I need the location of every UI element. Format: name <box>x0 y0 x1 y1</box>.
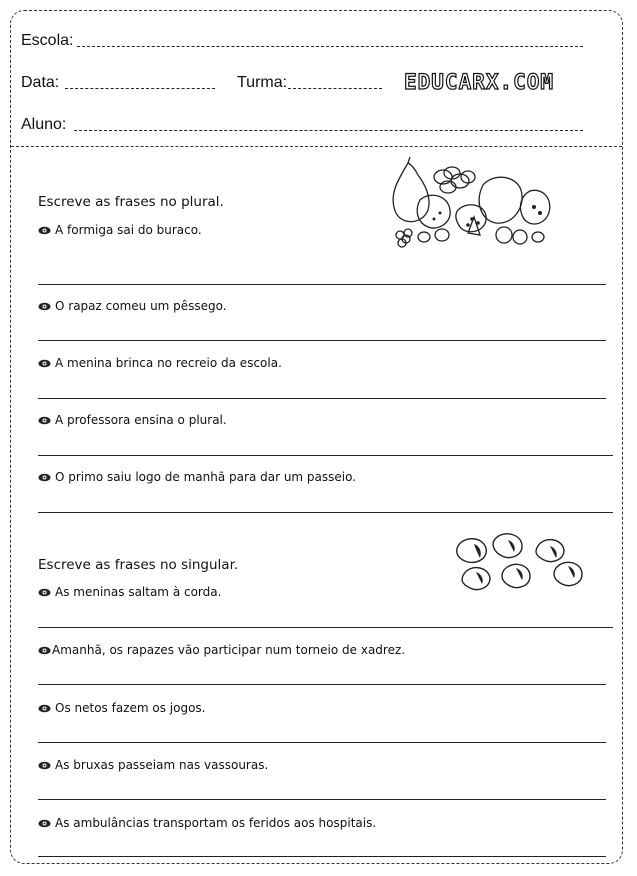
eye-icon <box>38 588 51 597</box>
singular-sentence-2 <box>38 643 405 657</box>
plural-sentence-3 <box>38 356 282 370</box>
singular-sentence-4 <box>38 758 268 772</box>
plural-sentence-4 <box>38 413 227 427</box>
answer-line[interactable] <box>38 284 606 285</box>
section-singular-title: Escreve as frases no singular. <box>38 557 239 573</box>
sentence-text: O rapaz comeu um pêssego. <box>55 299 227 313</box>
aluno-field[interactable] <box>74 130 583 131</box>
header-separator <box>11 146 622 147</box>
data-field[interactable] <box>65 88 215 89</box>
turma-label: Turma: <box>237 74 288 91</box>
site-logo: EDUCARX.COM <box>404 70 555 94</box>
eye-icon <box>38 819 51 828</box>
aluno-label: Aluno: <box>21 116 67 133</box>
eye-icon <box>38 359 51 368</box>
escola-label: Escola: <box>21 32 74 49</box>
eye-icon <box>38 704 51 713</box>
plural-sentence-5 <box>38 470 356 484</box>
answer-line[interactable] <box>38 512 613 513</box>
plural-sentence-1 <box>38 223 202 237</box>
sentence-text: Amanhã, os rapazes vão participar num torneio de xadrez. <box>52 643 406 657</box>
sentence-text: O primo saiu logo de manhã para dar um passeio. <box>55 470 357 484</box>
worksheet-border <box>10 10 623 864</box>
sentence-text: As bruxas passeiam nas vassouras. <box>55 758 269 772</box>
sentence-text: A formiga sai do buraco. <box>55 223 202 237</box>
answer-line[interactable] <box>38 799 606 800</box>
eye-icon <box>38 302 51 311</box>
eye-icon <box>38 473 51 482</box>
answer-line[interactable] <box>38 627 613 628</box>
chestnuts-icon <box>452 530 588 598</box>
data-label: Data: <box>21 74 60 91</box>
sentence-text: Os netos fazem os jogos. <box>55 701 206 715</box>
answer-line[interactable] <box>38 856 606 857</box>
sentence-text: A menina brinca no recreio da escola. <box>55 356 282 370</box>
eye-icon <box>38 761 51 770</box>
fruit-basket-icon <box>388 155 556 250</box>
plural-sentence-2 <box>38 299 227 313</box>
answer-line[interactable] <box>38 340 606 341</box>
singular-sentence-3 <box>38 701 206 715</box>
eye-icon <box>38 226 51 235</box>
sentence-text: A professora ensina o plural. <box>55 413 227 427</box>
eye-icon <box>38 416 51 425</box>
section-plural-title: Escreve as frases no plural. <box>38 194 224 210</box>
sentence-text: As ambulâncias transportam os feridos aos hospitais. <box>55 816 377 830</box>
singular-sentence-1 <box>38 585 221 599</box>
answer-line[interactable] <box>38 398 606 399</box>
escola-field[interactable] <box>77 46 583 47</box>
sentence-text: As meninas saltam à corda. <box>55 585 222 599</box>
turma-field[interactable] <box>288 88 382 89</box>
answer-line[interactable] <box>38 684 606 685</box>
answer-line[interactable] <box>38 455 613 456</box>
answer-line[interactable] <box>38 742 606 743</box>
singular-sentence-5 <box>38 816 376 830</box>
eye-icon <box>38 646 51 655</box>
